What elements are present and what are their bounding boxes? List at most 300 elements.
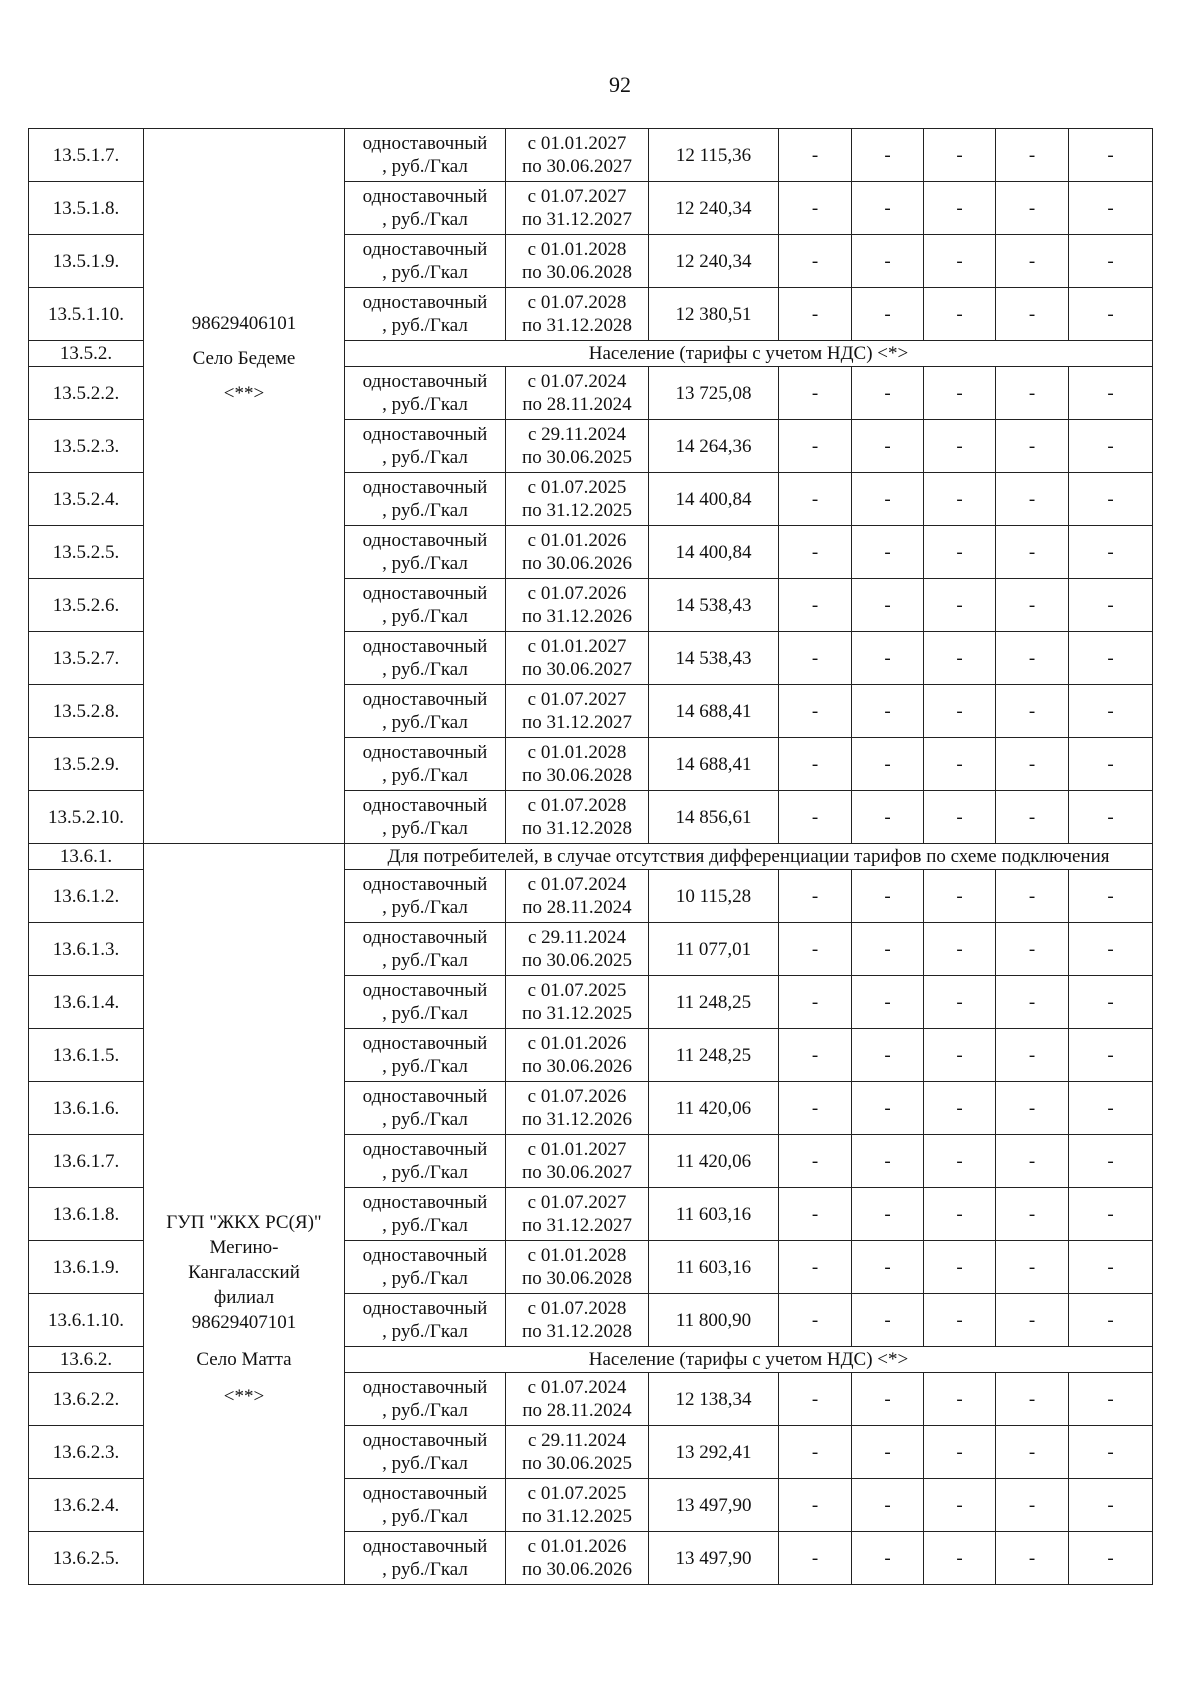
- rate-type: одноставочный: [362, 1245, 488, 1266]
- empty-value: -: [779, 235, 852, 288]
- rate-type: одноставочный: [362, 186, 488, 207]
- tariff-value: 14 856,61: [649, 791, 779, 844]
- empty-value: -: [779, 1188, 852, 1241]
- empty-value: -: [779, 526, 852, 579]
- period-from: с 01.07.2028: [527, 1298, 627, 1319]
- rate-unit: , руб./Гкал: [382, 1321, 468, 1342]
- rate-type: одноставочный: [362, 583, 488, 604]
- period-to: по 30.06.2027: [522, 1162, 632, 1183]
- period-cell: [506, 526, 649, 579]
- tariff-value: 11 603,16: [649, 1241, 779, 1294]
- empty-value: -: [1069, 1532, 1153, 1585]
- empty-value: -: [852, 1188, 924, 1241]
- empty-value: -: [852, 182, 924, 235]
- rate-type: одноставочный: [362, 371, 488, 392]
- rate-unit: , руб./Гкал: [382, 209, 468, 230]
- period-to: по 31.12.2028: [522, 315, 632, 336]
- rate-unit: , руб./Гкал: [382, 447, 468, 468]
- rate-unit: , руб./Гкал: [382, 818, 468, 839]
- rate-type-cell: [345, 1135, 506, 1188]
- tariff-value: 13 497,90: [649, 1479, 779, 1532]
- row-number: 13.5.2.8.: [29, 685, 144, 738]
- row-number: 13.6.1.7.: [29, 1135, 144, 1188]
- row-number: 13.6.1.2.: [29, 870, 144, 923]
- rate-unit: , руб./Гкал: [382, 1109, 468, 1130]
- empty-value: -: [1069, 579, 1153, 632]
- period-from: с 01.01.2028: [527, 239, 627, 260]
- empty-value: -: [924, 870, 996, 923]
- empty-value: -: [924, 1373, 996, 1426]
- empty-value: -: [996, 1029, 1069, 1082]
- empty-value: -: [779, 1373, 852, 1426]
- rate-type-cell: [345, 1532, 506, 1585]
- empty-value: -: [1069, 1241, 1153, 1294]
- period-cell: [506, 791, 649, 844]
- rate-type-cell: [345, 1082, 506, 1135]
- empty-value: -: [852, 976, 924, 1029]
- organization-line: Село Матта: [196, 1349, 292, 1370]
- empty-value: -: [852, 870, 924, 923]
- period-from: с 01.01.2027: [527, 1139, 627, 1160]
- period-to: по 28.11.2024: [522, 1400, 632, 1421]
- rate-type: одноставочный: [362, 1033, 488, 1054]
- empty-value: -: [779, 1426, 852, 1479]
- period-cell: [506, 738, 649, 791]
- period-to: по 30.06.2026: [522, 553, 632, 574]
- organization-line: 98629406101: [191, 313, 297, 334]
- empty-value: -: [852, 235, 924, 288]
- empty-value: -: [852, 1029, 924, 1082]
- empty-value: -: [852, 579, 924, 632]
- rate-unit: , руб./Гкал: [382, 1400, 468, 1421]
- organization-cell-bedeme: [144, 129, 345, 844]
- rate-type: одноставочный: [362, 133, 488, 154]
- empty-value: -: [1069, 235, 1153, 288]
- period-to: по 31.12.2027: [522, 1215, 632, 1236]
- rate-unit: , руб./Гкал: [382, 659, 468, 680]
- rate-type-cell: [345, 1373, 506, 1426]
- period-cell: [506, 870, 649, 923]
- organization-line: Кангаласский: [188, 1262, 300, 1283]
- period-from: с 01.07.2025: [527, 980, 627, 1001]
- empty-value: -: [779, 923, 852, 976]
- empty-value: -: [996, 1532, 1069, 1585]
- tariff-value: 12 380,51: [649, 288, 779, 341]
- tariff-value: 14 538,43: [649, 632, 779, 685]
- rate-type-cell: [345, 579, 506, 632]
- row-number: 13.5.2.9.: [29, 738, 144, 791]
- empty-value: -: [996, 235, 1069, 288]
- empty-value: -: [996, 1479, 1069, 1532]
- rate-type: одноставочный: [362, 530, 488, 551]
- empty-value: -: [924, 1479, 996, 1532]
- empty-value: -: [779, 1082, 852, 1135]
- empty-value: -: [852, 632, 924, 685]
- organization-line: [146, 1372, 342, 1384]
- empty-value: -: [996, 791, 1069, 844]
- rate-unit: , руб./Гкал: [382, 156, 468, 177]
- period-cell: [506, 367, 649, 420]
- period-cell: [506, 1135, 649, 1188]
- period-to: по 31.12.2025: [522, 1003, 632, 1024]
- empty-value: -: [924, 579, 996, 632]
- period-cell: [506, 129, 649, 182]
- empty-value: -: [924, 235, 996, 288]
- tariff-value: 12 115,36: [649, 129, 779, 182]
- empty-value: -: [924, 738, 996, 791]
- row-number: 13.6.1.: [29, 844, 144, 870]
- period-to: по 28.11.2024: [522, 394, 632, 415]
- period-cell: [506, 632, 649, 685]
- rate-unit: , руб./Гкал: [382, 897, 468, 918]
- section-header-text: Для потребителей, в случае отсутствия дифференциации тарифов по схеме подключения: [345, 844, 1153, 870]
- empty-value: -: [852, 685, 924, 738]
- empty-value: -: [996, 288, 1069, 341]
- empty-value: -: [1069, 791, 1153, 844]
- empty-value: -: [1069, 1426, 1153, 1479]
- tariff-value: 11 800,90: [649, 1294, 779, 1347]
- period-from: с 01.07.2025: [527, 477, 627, 498]
- empty-value: -: [996, 473, 1069, 526]
- period-cell: [506, 473, 649, 526]
- tariff-value: 11 603,16: [649, 1188, 779, 1241]
- rate-type: одноставочный: [362, 636, 488, 657]
- period-cell: [506, 685, 649, 738]
- period-cell: [506, 1188, 649, 1241]
- period-from: с 01.07.2028: [527, 292, 627, 313]
- empty-value: -: [779, 288, 852, 341]
- empty-value: -: [852, 1135, 924, 1188]
- empty-value: -: [996, 1373, 1069, 1426]
- period-cell: [506, 1029, 649, 1082]
- empty-value: -: [852, 1479, 924, 1532]
- rate-type: одноставочный: [362, 1139, 488, 1160]
- period-cell: [506, 182, 649, 235]
- empty-value: -: [779, 1532, 852, 1585]
- empty-value: -: [852, 738, 924, 791]
- empty-value: -: [852, 1082, 924, 1135]
- period-to: по 30.06.2025: [522, 1453, 632, 1474]
- organization-line: филиал: [213, 1287, 275, 1308]
- empty-value: -: [924, 1188, 996, 1241]
- organization-line: [146, 1335, 342, 1347]
- period-to: по 31.12.2025: [522, 1506, 632, 1527]
- row-number: 13.6.2.5.: [29, 1532, 144, 1585]
- row-number: 13.6.2.: [29, 1347, 144, 1373]
- empty-value: -: [996, 738, 1069, 791]
- table-row: [29, 129, 1153, 182]
- rate-type: одноставочный: [362, 292, 488, 313]
- tariff-value: 11 248,25: [649, 976, 779, 1029]
- empty-value: -: [996, 870, 1069, 923]
- empty-value: -: [852, 526, 924, 579]
- tariff-value: 11 420,06: [649, 1135, 779, 1188]
- empty-value: -: [996, 1135, 1069, 1188]
- row-number: 13.5.2.10.: [29, 791, 144, 844]
- period-to: по 31.12.2028: [522, 1321, 632, 1342]
- empty-value: -: [852, 473, 924, 526]
- rate-type: одноставочный: [362, 1377, 488, 1398]
- row-number: 13.6.2.3.: [29, 1426, 144, 1479]
- rate-type-cell: [345, 923, 506, 976]
- period-to: по 31.12.2028: [522, 818, 632, 839]
- rate-type: одноставочный: [362, 1430, 488, 1451]
- row-number: 13.5.1.10.: [29, 288, 144, 341]
- empty-value: -: [1069, 685, 1153, 738]
- period-to: по 30.06.2028: [522, 1268, 632, 1289]
- empty-value: -: [779, 473, 852, 526]
- empty-value: -: [1069, 367, 1153, 420]
- row-number: 13.5.2.5.: [29, 526, 144, 579]
- empty-value: -: [924, 129, 996, 182]
- empty-value: -: [924, 685, 996, 738]
- empty-value: -: [1069, 1294, 1153, 1347]
- empty-value: -: [852, 288, 924, 341]
- rate-type-cell: [345, 129, 506, 182]
- empty-value: -: [1069, 182, 1153, 235]
- rate-type: одноставочный: [362, 424, 488, 445]
- rate-type: одноставочный: [362, 1086, 488, 1107]
- period-from: с 01.01.2026: [527, 530, 627, 551]
- rate-unit: , руб./Гкал: [382, 1506, 468, 1527]
- row-number: 13.6.1.8.: [29, 1188, 144, 1241]
- tariff-value: 10 115,28: [649, 870, 779, 923]
- empty-value: -: [924, 1241, 996, 1294]
- period-cell: [506, 923, 649, 976]
- period-cell: [506, 1241, 649, 1294]
- empty-value: -: [1069, 1082, 1153, 1135]
- tariff-value: 12 138,34: [649, 1373, 779, 1426]
- rate-unit: , руб./Гкал: [382, 950, 468, 971]
- period-from: с 01.07.2027: [527, 186, 627, 207]
- rate-type-cell: [345, 288, 506, 341]
- empty-value: -: [996, 367, 1069, 420]
- rate-unit: , руб./Гкал: [382, 553, 468, 574]
- row-number: 13.6.1.9.: [29, 1241, 144, 1294]
- rate-type-cell: [345, 1426, 506, 1479]
- tariff-table: [28, 128, 1153, 1585]
- rate-type-cell: [345, 1479, 506, 1532]
- empty-value: -: [779, 129, 852, 182]
- period-from: с 29.11.2024: [528, 1430, 626, 1451]
- period-from: с 01.07.2027: [527, 1192, 627, 1213]
- tariff-value: 12 240,34: [649, 235, 779, 288]
- organization-line: Мегино-: [209, 1237, 279, 1258]
- organization-line: <**>: [223, 383, 265, 404]
- empty-value: -: [779, 738, 852, 791]
- section-header-text: Население (тарифы с учетом НДС) <*>: [345, 1347, 1153, 1373]
- empty-value: -: [1069, 870, 1153, 923]
- empty-value: -: [779, 870, 852, 923]
- empty-value: -: [852, 129, 924, 182]
- row-number: 13.5.2.7.: [29, 632, 144, 685]
- rate-type: одноставочный: [362, 1483, 488, 1504]
- empty-value: -: [996, 526, 1069, 579]
- period-cell: [506, 420, 649, 473]
- empty-value: -: [852, 1532, 924, 1585]
- empty-value: -: [1069, 473, 1153, 526]
- tariff-value: 14 400,84: [649, 473, 779, 526]
- rate-type: одноставочный: [362, 795, 488, 816]
- tariff-value: 11 077,01: [649, 923, 779, 976]
- rate-type-cell: [345, 632, 506, 685]
- empty-value: -: [1069, 1135, 1153, 1188]
- row-number: 13.5.1.9.: [29, 235, 144, 288]
- tariff-value: 14 264,36: [649, 420, 779, 473]
- empty-value: -: [852, 1294, 924, 1347]
- empty-value: -: [1069, 1188, 1153, 1241]
- empty-value: -: [779, 1241, 852, 1294]
- period-from: с 29.11.2024: [528, 424, 626, 445]
- empty-value: -: [996, 182, 1069, 235]
- empty-value: -: [996, 129, 1069, 182]
- tariff-table-body: [29, 129, 1153, 1585]
- rate-unit: , руб./Гкал: [382, 712, 468, 733]
- rate-type-cell: [345, 870, 506, 923]
- period-to: по 30.06.2027: [522, 659, 632, 680]
- period-from: с 01.01.2028: [527, 742, 627, 763]
- empty-value: -: [924, 791, 996, 844]
- rate-unit: , руб./Гкал: [382, 1268, 468, 1289]
- rate-type-cell: [345, 235, 506, 288]
- period-to: по 30.06.2027: [522, 156, 632, 177]
- empty-value: -: [924, 1082, 996, 1135]
- tariff-value: 14 688,41: [649, 738, 779, 791]
- rate-type-cell: [345, 526, 506, 579]
- period-from: с 01.07.2025: [527, 1483, 627, 1504]
- rate-type: одноставочный: [362, 742, 488, 763]
- empty-value: -: [1069, 288, 1153, 341]
- period-from: с 01.07.2024: [527, 874, 627, 895]
- rate-unit: , руб./Гкал: [382, 765, 468, 786]
- empty-value: -: [924, 1135, 996, 1188]
- empty-value: -: [996, 976, 1069, 1029]
- period-cell: [506, 1294, 649, 1347]
- empty-value: -: [924, 1029, 996, 1082]
- empty-value: -: [924, 367, 996, 420]
- empty-value: -: [779, 367, 852, 420]
- row-number: 13.5.1.7.: [29, 129, 144, 182]
- empty-value: -: [1069, 1373, 1153, 1426]
- empty-value: -: [779, 182, 852, 235]
- empty-value: -: [852, 367, 924, 420]
- empty-value: -: [852, 1426, 924, 1479]
- row-number: 13.6.1.6.: [29, 1082, 144, 1135]
- empty-value: -: [779, 632, 852, 685]
- section-header-text: Население (тарифы с учетом НДС) <*>: [345, 341, 1153, 367]
- empty-value: -: [779, 1479, 852, 1532]
- rate-type-cell: [345, 791, 506, 844]
- empty-value: -: [924, 923, 996, 976]
- empty-value: -: [852, 1241, 924, 1294]
- rate-type: одноставочный: [362, 874, 488, 895]
- rate-type-cell: [345, 367, 506, 420]
- empty-value: -: [779, 976, 852, 1029]
- tariff-value: 13 497,90: [649, 1532, 779, 1585]
- rate-type-cell: [345, 1188, 506, 1241]
- row-number: 13.5.2.: [29, 341, 144, 367]
- rate-type-cell: [345, 1241, 506, 1294]
- empty-value: -: [779, 1294, 852, 1347]
- empty-value: -: [924, 976, 996, 1029]
- empty-value: -: [779, 420, 852, 473]
- period-from: с 01.01.2028: [527, 1245, 627, 1266]
- tariff-value: 14 688,41: [649, 685, 779, 738]
- rate-unit: , руб./Гкал: [382, 394, 468, 415]
- empty-value: -: [779, 685, 852, 738]
- empty-value: -: [924, 1294, 996, 1347]
- rate-type: одноставочный: [362, 1192, 488, 1213]
- tariff-value: 13 725,08: [649, 367, 779, 420]
- period-to: по 30.06.2028: [522, 765, 632, 786]
- organization-cell-matta: [144, 844, 345, 1585]
- period-to: по 31.12.2026: [522, 606, 632, 627]
- row-number: 13.6.1.4.: [29, 976, 144, 1029]
- empty-value: -: [1069, 1479, 1153, 1532]
- tariff-value: 13 292,41: [649, 1426, 779, 1479]
- empty-value: -: [996, 1426, 1069, 1479]
- period-cell: [506, 1532, 649, 1585]
- rate-type-cell: [345, 976, 506, 1029]
- organization-line: <**>: [223, 1386, 265, 1407]
- row-number: 13.6.2.4.: [29, 1479, 144, 1532]
- empty-value: -: [1069, 632, 1153, 685]
- rate-unit: , руб./Гкал: [382, 1003, 468, 1024]
- empty-value: -: [852, 1373, 924, 1426]
- rate-unit: , руб./Гкал: [382, 315, 468, 336]
- empty-value: -: [996, 579, 1069, 632]
- empty-value: -: [924, 526, 996, 579]
- rate-unit: , руб./Гкал: [382, 262, 468, 283]
- row-number: 13.6.1.3.: [29, 923, 144, 976]
- period-to: по 30.06.2025: [522, 447, 632, 468]
- rate-unit: , руб./Гкал: [382, 1453, 468, 1474]
- period-to: по 30.06.2026: [522, 1559, 632, 1580]
- rate-type: одноставочный: [362, 980, 488, 1001]
- rate-type-cell: [345, 182, 506, 235]
- period-to: по 31.12.2025: [522, 500, 632, 521]
- period-to: по 31.12.2027: [522, 712, 632, 733]
- rate-unit: , руб./Гкал: [382, 1056, 468, 1077]
- period-cell: [506, 1426, 649, 1479]
- period-from: с 01.07.2024: [527, 1377, 627, 1398]
- tariff-value: 11 420,06: [649, 1082, 779, 1135]
- empty-value: -: [996, 1294, 1069, 1347]
- empty-value: -: [924, 288, 996, 341]
- rate-unit: , руб./Гкал: [382, 1162, 468, 1183]
- empty-value: -: [1069, 976, 1153, 1029]
- empty-value: -: [1069, 526, 1153, 579]
- page-number: 92: [609, 72, 631, 97]
- section-header-row: [29, 844, 1153, 870]
- tariff-value: 14 538,43: [649, 579, 779, 632]
- empty-value: -: [924, 473, 996, 526]
- rate-unit: , руб./Гкал: [382, 1559, 468, 1580]
- period-from: с 01.07.2028: [527, 795, 627, 816]
- period-to: по 30.06.2028: [522, 262, 632, 283]
- period-from: с 01.01.2027: [527, 133, 627, 154]
- rate-unit: , руб./Гкал: [382, 606, 468, 627]
- rate-type-cell: [345, 420, 506, 473]
- rate-type-cell: [345, 738, 506, 791]
- empty-value: -: [852, 420, 924, 473]
- period-from: с 01.01.2026: [527, 1536, 627, 1557]
- row-number: 13.5.2.6.: [29, 579, 144, 632]
- row-number: 13.5.2.4.: [29, 473, 144, 526]
- period-from: с 01.01.2026: [527, 1033, 627, 1054]
- period-cell: [506, 1373, 649, 1426]
- row-number: 13.5.2.3.: [29, 420, 144, 473]
